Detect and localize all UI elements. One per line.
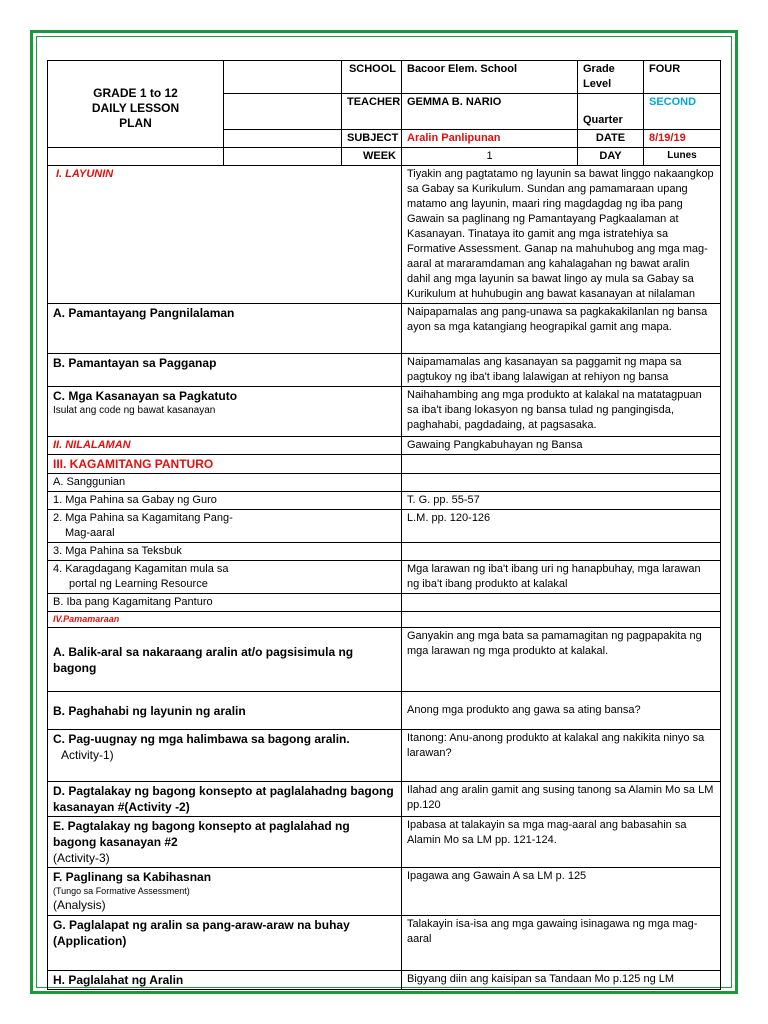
grade-value: FOUR <box>644 61 721 94</box>
pagtalakay-2-activity: (Activity-3) <box>53 851 110 865</box>
paglalapat-label: G. Paglalapat ng aralin sa pang-araw-araw na buhay <box>53 918 350 932</box>
paglalapat-value: Talakayin isa-isa ang mga gawaing isinagawa ng mga mag-aaral <box>402 916 721 971</box>
karagdagang-kagamitan-cell <box>48 561 402 594</box>
subject-label: SUBJECT <box>342 130 402 148</box>
paglinang-label: F. Paglinang sa Kabihasnan <box>53 870 212 884</box>
pagtalakay-1-value: Ilahad ang aralin gamit ang susing tanong sa Alamin Mo sa LM pp.120 <box>402 782 721 817</box>
paghahabi-value: Anong mga produkto ang gawa sa ating bansa? <box>402 692 721 730</box>
paglinang-value: Ipagawa ang Gawain A sa LM p. 125 <box>402 868 721 916</box>
pagtalakay-2-label: E. Pagtalakay ng bagong konsepto at paglalahad ng bagong kasanayan #2 <box>53 819 350 849</box>
sanggunian-value <box>402 474 721 492</box>
pagtalakay-1-label: D. Pagtalakay ng bagong konsepto at paglalahadng bagong kasanayan #(Activity -2) <box>48 782 402 817</box>
pag-uugnay-activity: Activity-1) <box>61 748 114 762</box>
gabay-guro-label: 1. Mga Pahina sa Gabay ng Guro <box>48 492 402 510</box>
pamamaraan-value <box>402 612 721 628</box>
pag-uugnay-value: Itanong: Anu-anong produkto at kalakal ang nakikita ninyo sa larawan? <box>402 730 721 782</box>
karagdagang-kagamitan-label-2: portal ng Learning Resource <box>69 578 208 590</box>
paglinang-analysis: (Analysis) <box>53 898 106 912</box>
pamamaraan-label: IV.Pamamaraan <box>48 612 402 628</box>
layunin-label: I. LAYUNIN <box>48 166 402 304</box>
quarter-value: SECOND <box>644 94 721 130</box>
gabay-guro-value: T. G. pp. 55-57 <box>402 492 721 510</box>
kasanayan-value: Naihahambing ang mga produkto at kalakal na matatagpuan sa iba't ibang lokasyon ng bansa tulad ng pangingisda, paghahabi, pagdadaing, at pagsasaka. <box>402 387 721 437</box>
day-value: Lunes <box>644 148 721 166</box>
header-blank <box>224 94 342 130</box>
iba-pang-kagamitan-label: B. Iba pang Kagamitang Panturo <box>48 594 402 612</box>
date-value: 8/19/19 <box>644 130 721 148</box>
paglalapat-application: (Application) <box>53 934 127 948</box>
pamantayan-pagganap-value: Naipamamalas ang kasanayan sa paggamit ng mapa sa pagtukoy ng iba't ibang lalawigan at rehiyon ng bansa <box>402 354 721 387</box>
nilalaman-label: II. NILALAMAN <box>48 437 402 455</box>
grade-label: Grade Level <box>578 61 644 94</box>
quarter-label: Quarter <box>578 94 644 130</box>
karagdagang-kagamitan-label: 4. Karagdagang Kagamitan mula sa <box>53 563 229 575</box>
pamantayang-pangnilalaman-label: A. Pamantayang Pangnilalaman <box>48 304 402 354</box>
lesson-plan-table <box>47 60 721 990</box>
sanggunian-label: A. Sanggunian <box>48 474 402 492</box>
balik-aral-label: A. Balik-aral sa nakaraang aralin at/o pagsisimula ng bagong <box>48 628 402 692</box>
teacher-label: TEACHER <box>342 94 402 130</box>
header-blank <box>224 130 342 148</box>
karagdagang-kagamitan-value: Mga larawan ng iba't ibang uri ng hanapbuhay, mga larawan ng iba't ibang produkto at kalakal <box>402 561 721 594</box>
kasanayan-sub: Isulat ang code ng bawat kasanayan <box>53 405 216 416</box>
paglalahat-value: Bigyang diin ang kaisipan sa Tandaan Mo p.125 ng LM <box>402 971 721 990</box>
kasanayan-label: C. Mga Kasanayan sa Pagkatuto <box>53 389 238 403</box>
kagamitang-mag-aaral-label: 2. Mga Pahina sa Kagamitang Pang- <box>53 512 233 524</box>
paghahabi-label: B. Paghahabi ng layunin ng aralin <box>48 692 402 730</box>
paglinang-cell <box>48 868 402 916</box>
day-label: DAY <box>578 148 644 166</box>
subject-value: Aralin Panlipunan <box>402 130 578 148</box>
school-value: Bacoor Elem. School <box>402 61 578 94</box>
week-label: WEEK <box>342 148 402 166</box>
header-blank <box>224 148 342 166</box>
dlp-title: GRADE 1 to 12 DAILY LESSON PLAN <box>48 61 224 148</box>
teksbuk-value <box>402 543 721 561</box>
pagtalakay-2-value: Ipabasa at talakayin sa mga mag-aaral ang babasahin sa Alamin Mo sa LM pp. 121-124. <box>402 817 721 868</box>
balik-aral-value: Ganyakin ang mga bata sa pamamagitan ng pagpapakita ng mga larawan ng mga produkto at kalakal. <box>402 628 721 692</box>
kagamitang-mag-aaral-value: L.M. pp. 120-126 <box>402 510 721 543</box>
paglalahat-label: H. Paglalahat ng Aralin <box>48 971 402 990</box>
paglalapat-cell <box>48 916 402 971</box>
header-blank <box>48 148 224 166</box>
paglinang-sub: (Tungo sa Formative Assessment) <box>53 886 190 896</box>
nilalaman-value: Gawaing Pangkabuhayan ng Bansa <box>402 437 721 455</box>
week-value: 1 <box>402 148 578 166</box>
pagtalakay-2-cell <box>48 817 402 868</box>
pag-uugnay-label: C. Pag-uugnay ng mga halimbawa sa bagong aralin. <box>53 732 350 746</box>
kagamitang-mag-aaral-label-2: Mag-aaral <box>65 527 115 539</box>
pamantayan-pagganap-label: B. Pamantayan sa Pagganap <box>48 354 402 387</box>
teacher-value: GEMMA B. NARIO <box>402 94 578 130</box>
kagamitan-value <box>402 455 721 474</box>
school-label: SCHOOL <box>342 61 402 94</box>
teksbuk-label: 3. Mga Pahina sa Teksbuk <box>48 543 402 561</box>
kasanayan-cell <box>48 387 402 437</box>
kagamitang-mag-aaral-cell <box>48 510 402 543</box>
date-label: DATE <box>578 130 644 148</box>
kagamitan-label: III. KAGAMITANG PANTURO <box>48 455 402 474</box>
pag-uugnay-cell <box>48 730 402 782</box>
header-blank <box>224 61 342 94</box>
iba-pang-kagamitan-value <box>402 594 721 612</box>
pamantayang-pangnilalaman-value: Naipapamalas ang pang-unawa sa pagkakakilanlan ng bansa ayon sa mga katangiang heograpikal gamit ang mapa. <box>402 304 721 354</box>
layunin-text: Tiyakin ang pagtatamo ng layunin sa bawat linggo nakaangkop sa Gabay sa Kurikulum. Sundan ang pamamaraan upang matamo ang layunin, maari ring magdagdag ng iba pang Gawain sa paglinang ng Pamantayang Pagkaalaman at Kasanayan. Tinataya ito gamit ang mga istratehiya sa Formative Assessment. Ganap na mahuhubog ang mga mag-aaral at mararamdaman ang kahalagahan ng bawat aralin dahil ang mga layunin sa bawat lingo ay mula sa Gabay sa Kurikulum at huhubugin ang bawat kasanayan at nilalaman <box>402 166 721 304</box>
